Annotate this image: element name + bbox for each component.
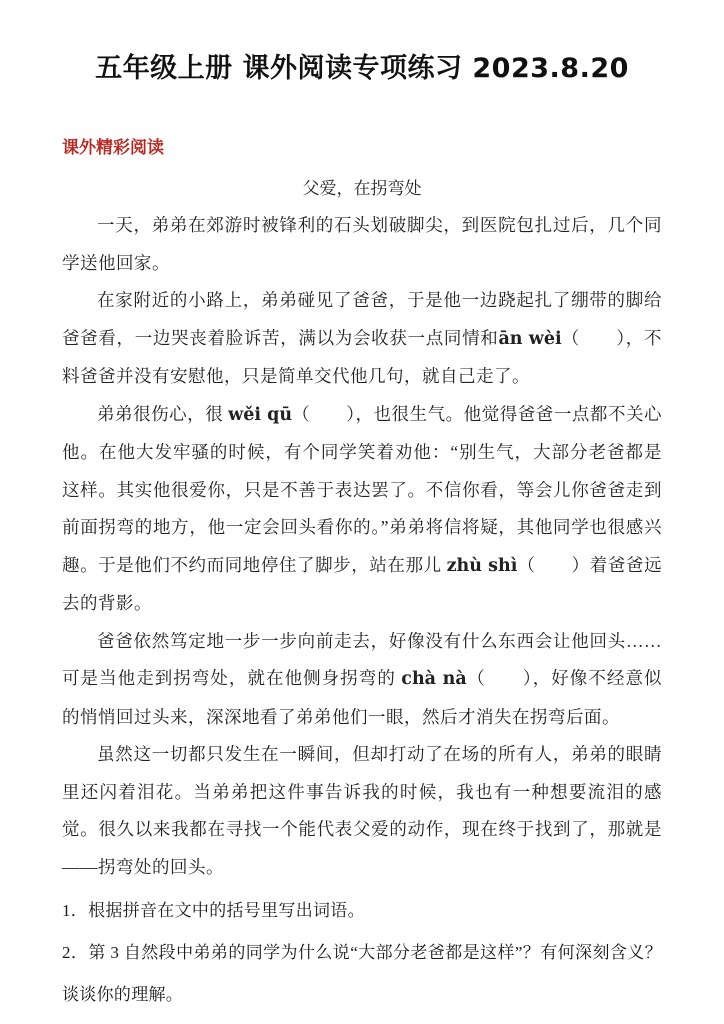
article-paragraph	[62, 736, 662, 886]
article-paragraph	[62, 282, 662, 396]
pinyin-run: wěi qū	[228, 404, 293, 425]
text-run: 虽然这一切都只发生在一瞬间，但却打动了在场的所有人，弟弟的眼睛里还闪着泪花。当弟弟把这件事告诉我的时候，我也有一种想要流泪的感觉。很久以来我都在寻找一个能代表父爱的动作，现在终于找到了，那就是——拐弯处的回头。	[62, 744, 662, 877]
article-paragraph	[62, 207, 662, 282]
article-title: 父爱，在拐弯处	[302, 179, 422, 198]
text-run: （ ），好像不经意似的悄悄回过头来，深深地看了弟弟他们一眼，然后才消失在拐弯后面。	[62, 668, 663, 727]
text-run: 一天，弟弟在郊游时被锋利的石头划破脚尖，到医院包扎过后，几个同学送他回家。	[62, 215, 662, 273]
page-title: 五年级上册 课外阅读专项练习 2023.8.20	[95, 53, 629, 84]
text-run: （ ），也很生气。他觉得爸爸一点都不关心他。在他大发牢骚的时候，有个同学笑着劝他：“别生气，大部分老爸都是这样。其实他很爱你，只是不善于表达罢了。不信你看，等会儿你爸爸走到前面拐弯的地方，他一定会回头看你的。”弟弟将信将疑，其他同学也很感兴趣。于是他们不约而同地停住了脚步，站在那儿	[62, 403, 663, 575]
text-run: 弟弟很伤心，很	[97, 403, 229, 424]
article-paragraph	[62, 396, 662, 623]
text-run: 在家附近的小路上，弟弟碰见了爸爸，于是他一边跷起扎了绷带的脚给爸爸看，一边哭丧着脸诉苦，满以为会收获一点同情和	[62, 290, 662, 348]
pinyin-run: zhù shì	[446, 555, 518, 576]
article-paragraph	[62, 623, 662, 737]
article-body	[62, 207, 662, 886]
questions-section	[62, 890, 662, 1016]
question-1: 1．根据拼音在文中的括号里写出词语。	[62, 901, 365, 920]
question-2: 2．第 3 自然段中弟弟的同学为什么说“大部分老爸都是这样”？有何深刻含义？谈谈你的理解。	[62, 943, 662, 1004]
section-label: 课外精彩阅读	[62, 138, 164, 158]
pinyin-run: chà nà	[401, 669, 467, 689]
text-run: （ ）着爸爸远去的背影。	[62, 554, 662, 613]
text-run: （ ），不料爸爸并没有安慰他，只是简单交代他几句，就自己走了。	[62, 327, 662, 386]
pinyin-run: ān wèi	[498, 328, 562, 349]
text-run: 爸爸依然笃定地一步一步向前走去，好像没有什么东西会让他回头……可是当他走到拐弯处，就在他侧身拐弯的	[62, 630, 662, 688]
